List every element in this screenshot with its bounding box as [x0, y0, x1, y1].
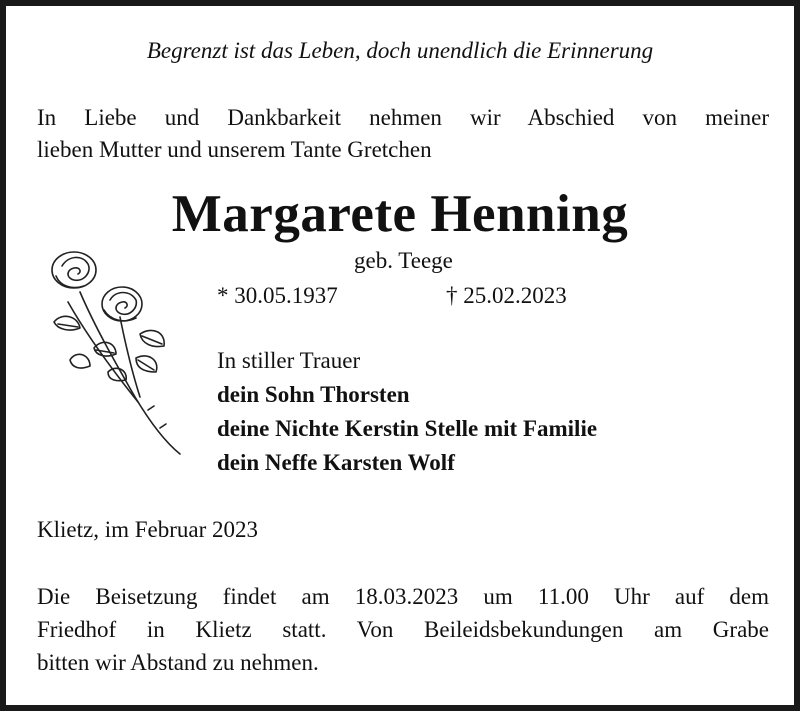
funeral-line-2: Friedhof in Klietz statt. Von Beileidsbekundungen am Grabe	[37, 617, 769, 642]
mourners-intro: In stiller Trauer	[217, 348, 361, 373]
intro-line-2: lieben Mutter und unserem Tante Gretchen	[37, 137, 432, 162]
mourner-line: dein Neffe Karsten Wolf	[217, 450, 455, 475]
deceased-name: Margarete Henning	[171, 185, 629, 243]
funeral-notice	[37, 580, 769, 679]
birth-name: geb. Teege	[354, 248, 453, 273]
funeral-line-3: bitten wir Abstand zu nehmen.	[37, 650, 319, 675]
mourner-line: deine Nichte Kerstin Stelle mit Familie	[217, 416, 598, 441]
mourners-block	[217, 344, 597, 480]
birth-date: * 30.05.1937	[217, 283, 338, 308]
motto: Begrenzt ist das Leben, doch unendlich die Erinnerung	[146, 38, 654, 63]
intro-text	[37, 102, 769, 166]
funeral-line-1: Die Beisetzung findet am 18.03.2023 um 11.00 Uhr auf dem	[37, 584, 769, 609]
rose-illustration-icon	[40, 232, 190, 462]
intro-line-1: In Liebe und Dankbarkeit nehmen wir Abschied von meiner	[37, 105, 769, 130]
death-date: † 25.02.2023	[446, 283, 567, 308]
mourner-line: dein Sohn Thorsten	[217, 382, 410, 407]
place-date: Klietz, im Februar 2023	[37, 517, 259, 542]
